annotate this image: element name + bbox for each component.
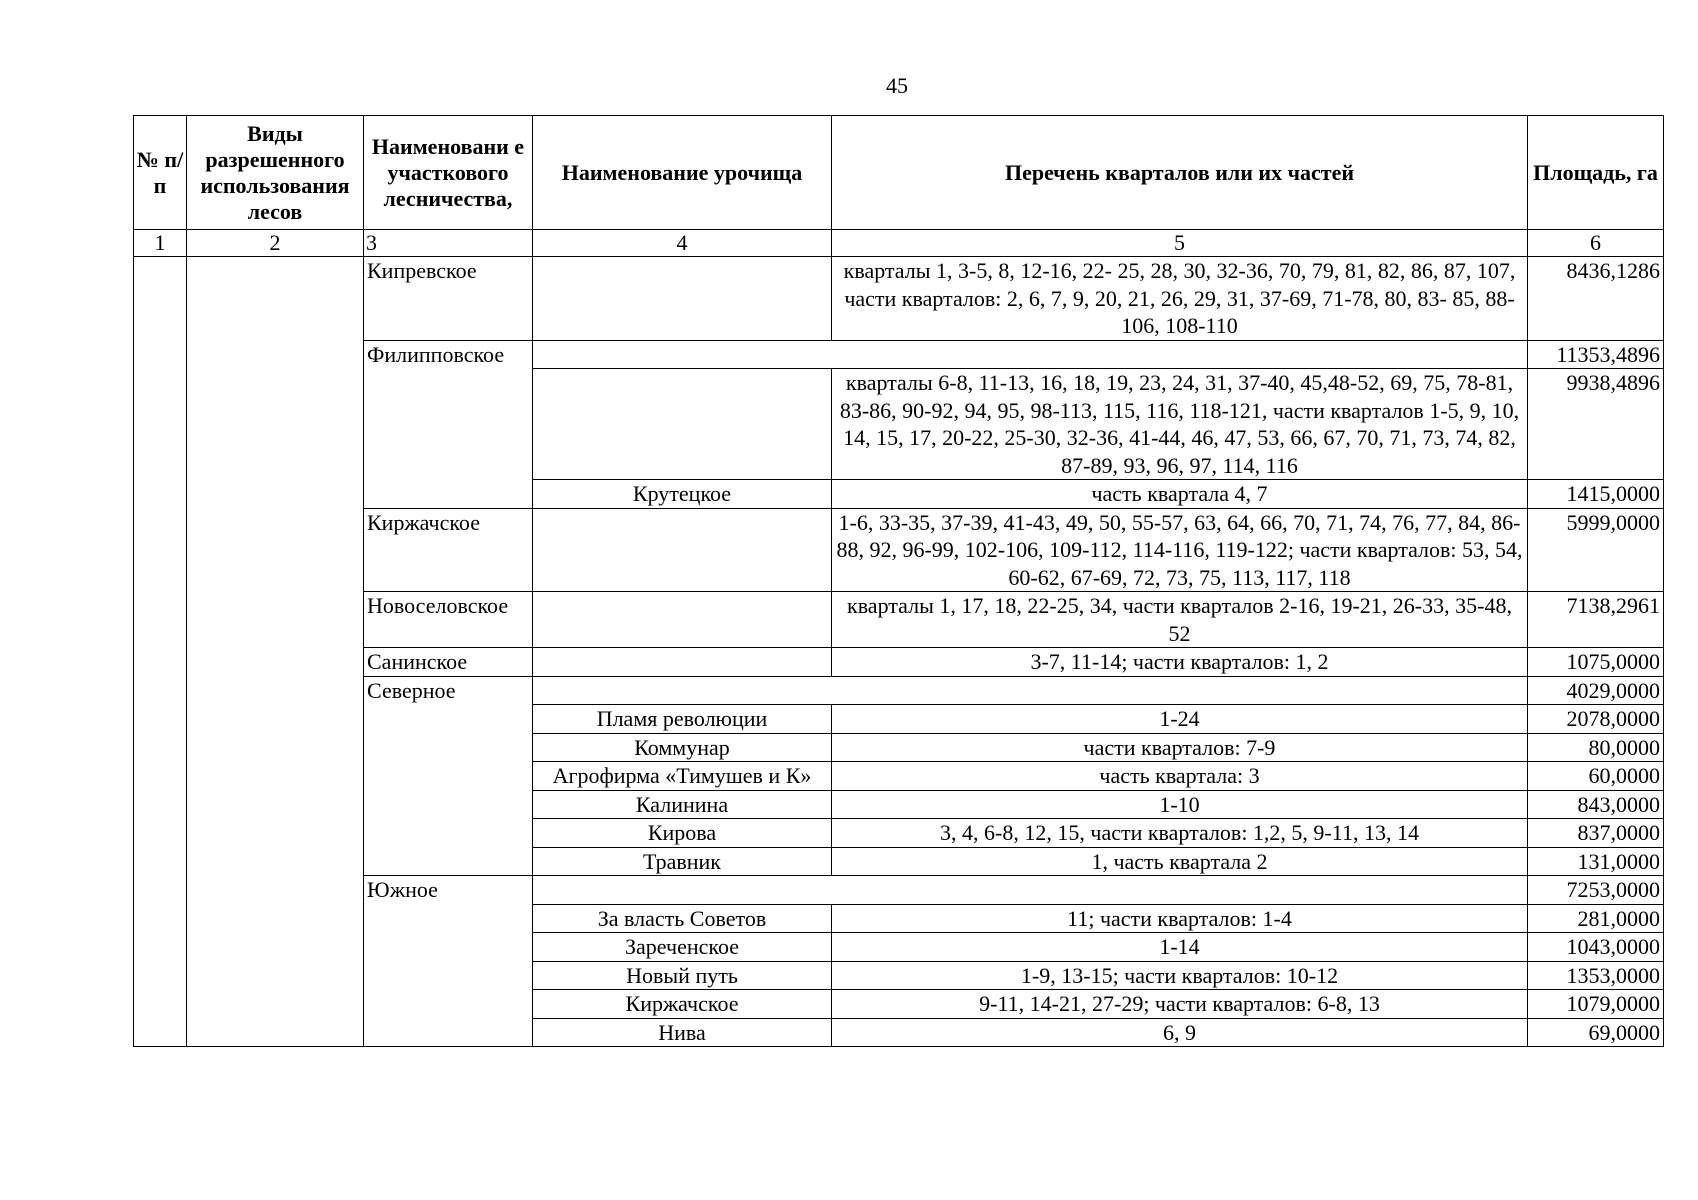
tract-cell: Нива bbox=[533, 1018, 832, 1047]
area-cell: 1079,0000 bbox=[1528, 990, 1664, 1019]
tract-cell: Кирова bbox=[533, 819, 832, 848]
table-row bbox=[134, 340, 1664, 369]
tract-cell bbox=[533, 592, 832, 648]
table-row bbox=[134, 257, 1664, 341]
area-cell: 69,0000 bbox=[1528, 1018, 1664, 1047]
quarters-cell: 3-7, 11-14; части кварталов: 1, 2 bbox=[832, 648, 1528, 677]
area-total-cell: 11353,4896 bbox=[1528, 340, 1664, 369]
header-area: Площадь, га bbox=[1528, 116, 1664, 230]
table-row bbox=[134, 876, 1664, 905]
forestry-cell: Северное bbox=[364, 676, 533, 876]
table-row bbox=[134, 648, 1664, 677]
quarters-cell: 1, часть квартала 2 bbox=[832, 847, 1528, 876]
quarters-cell: 1-10 bbox=[832, 790, 1528, 819]
tract-cell: Киржачское bbox=[533, 990, 832, 1019]
tract-cell: Зареченское bbox=[533, 933, 832, 962]
tract-cell: Агрофирма «Тимушев и К» bbox=[533, 762, 832, 791]
col-number: 3 bbox=[364, 230, 533, 257]
area-cell: 80,0000 bbox=[1528, 733, 1664, 762]
total-spacer-cell bbox=[533, 676, 1528, 705]
area-cell: 5999,0000 bbox=[1528, 508, 1664, 592]
area-cell: 281,0000 bbox=[1528, 904, 1664, 933]
column-numbers-row bbox=[134, 230, 1664, 257]
tract-cell bbox=[533, 648, 832, 677]
col-number: 1 bbox=[134, 230, 187, 257]
quarters-cell: кварталы 1, 17, 18, 22-25, 34, части кварталов 2-16, 19-21, 26-33, 35-48, 52 bbox=[832, 592, 1528, 648]
header-num: № п/п bbox=[134, 116, 187, 230]
area-cell: 9938,4896 bbox=[1528, 369, 1664, 480]
quarters-cell: части кварталов: 7-9 bbox=[832, 733, 1528, 762]
forestry-cell: Кипревское bbox=[364, 257, 533, 341]
area-cell: 60,0000 bbox=[1528, 762, 1664, 791]
types-cell bbox=[187, 257, 364, 1047]
tract-cell: Коммунар bbox=[533, 733, 832, 762]
header-forestry: Наименовани е участкового лесничества, bbox=[364, 116, 533, 230]
forestry-cell: Филипповское bbox=[364, 340, 533, 508]
tract-cell bbox=[533, 257, 832, 341]
quarters-cell: 11; части кварталов: 1-4 bbox=[832, 904, 1528, 933]
table-row bbox=[134, 508, 1664, 592]
quarters-cell: 1-14 bbox=[832, 933, 1528, 962]
quarters-cell: 1-9, 13-15; части кварталов: 10-12 bbox=[832, 961, 1528, 990]
header-quarters: Перечень кварталов или их частей bbox=[832, 116, 1528, 230]
area-cell: 837,0000 bbox=[1528, 819, 1664, 848]
forestry-cell: Санинское bbox=[364, 648, 533, 677]
area-cell: 1075,0000 bbox=[1528, 648, 1664, 677]
tract-cell bbox=[533, 508, 832, 592]
tract-cell: Травник bbox=[533, 847, 832, 876]
total-spacer-cell bbox=[533, 876, 1528, 905]
area-cell: 7138,2961 bbox=[1528, 592, 1664, 648]
col-number: 2 bbox=[187, 230, 364, 257]
quarters-cell: часть квартала 4, 7 bbox=[832, 480, 1528, 509]
num-cell bbox=[134, 257, 187, 1047]
quarters-cell: 1-24 bbox=[832, 705, 1528, 734]
area-cell: 8436,1286 bbox=[1528, 257, 1664, 341]
header-tract: Наименование урочища bbox=[533, 116, 832, 230]
forestry-cell: Южное bbox=[364, 876, 533, 1047]
area-cell: 2078,0000 bbox=[1528, 705, 1664, 734]
quarters-cell: кварталы 6-8, 11-13, 16, 18, 19, 23, 24, 31, 37-40, 45,48-52, 69, 75, 78-81, 83-86, 90-92, 94, 95, 98-113, 115, 116, 118-121, части кварталов 1-5, 9, 10, 14, 15, 17, 20-22, 25-30, 32-36, 41-44, 46, 47, 53, 66, 67, 70, 71, 73, 74, 82, 87-89, 93, 96, 97, 114, 116 bbox=[832, 369, 1528, 480]
quarters-cell: 1-6, 33-35, 37-39, 41-43, 49, 50, 55-57, 63, 64, 66, 70, 71, 74, 76, 77, 84, 86-88, 92, 96-99, 102-106, 109-112, 114-116, 119-122; части кварталов: 53, 54, 60-62, 67-69, 72, 73, 75, 113, 117, 118 bbox=[832, 508, 1528, 592]
quarters-cell: 3, 4, 6-8, 12, 15, части кварталов: 1,2, 5, 9-11, 13, 14 bbox=[832, 819, 1528, 848]
quarters-cell: 6, 9 bbox=[832, 1018, 1528, 1047]
quarters-cell: часть квартала: 3 bbox=[832, 762, 1528, 791]
area-cell: 131,0000 bbox=[1528, 847, 1664, 876]
table-row bbox=[134, 592, 1664, 648]
tract-cell: Пламя революции bbox=[533, 705, 832, 734]
tract-cell: Новый путь bbox=[533, 961, 832, 990]
total-spacer-cell bbox=[533, 340, 1528, 369]
area-total-cell: 4029,0000 bbox=[1528, 676, 1664, 705]
col-number: 5 bbox=[832, 230, 1528, 257]
col-number: 6 bbox=[1528, 230, 1664, 257]
col-number: 4 bbox=[533, 230, 832, 257]
forestry-cell: Новоселовское bbox=[364, 592, 533, 648]
page-number: 45 bbox=[886, 73, 908, 98]
area-cell: 1415,0000 bbox=[1528, 480, 1664, 509]
forestry-cell: Киржачское bbox=[364, 508, 533, 592]
header-types: Виды разрешенного использования лесов bbox=[187, 116, 364, 230]
quarters-cell: 9-11, 14-21, 27-29; части кварталов: 6-8, 13 bbox=[832, 990, 1528, 1019]
area-cell: 1353,0000 bbox=[1528, 961, 1664, 990]
forest-use-table bbox=[133, 115, 1664, 1047]
tract-cell bbox=[533, 369, 832, 480]
quarters-cell: кварталы 1, 3-5, 8, 12-16, 22- 25, 28, 30, 32-36, 70, 79, 81, 82, 86, 87, 107, части кварталов: 2, 6, 7, 9, 20, 21, 26, 29, 31, 37-69, 71-78, 80, 83- 85, 88-106, 108-110 bbox=[832, 257, 1528, 341]
area-cell: 1043,0000 bbox=[1528, 933, 1664, 962]
header-row bbox=[134, 116, 1664, 230]
tract-cell: За власть Советов bbox=[533, 904, 832, 933]
area-total-cell: 7253,0000 bbox=[1528, 876, 1664, 905]
tract-cell: Калинина bbox=[533, 790, 832, 819]
area-cell: 843,0000 bbox=[1528, 790, 1664, 819]
table-row bbox=[134, 676, 1664, 705]
tract-cell: Крутецкое bbox=[533, 480, 832, 509]
